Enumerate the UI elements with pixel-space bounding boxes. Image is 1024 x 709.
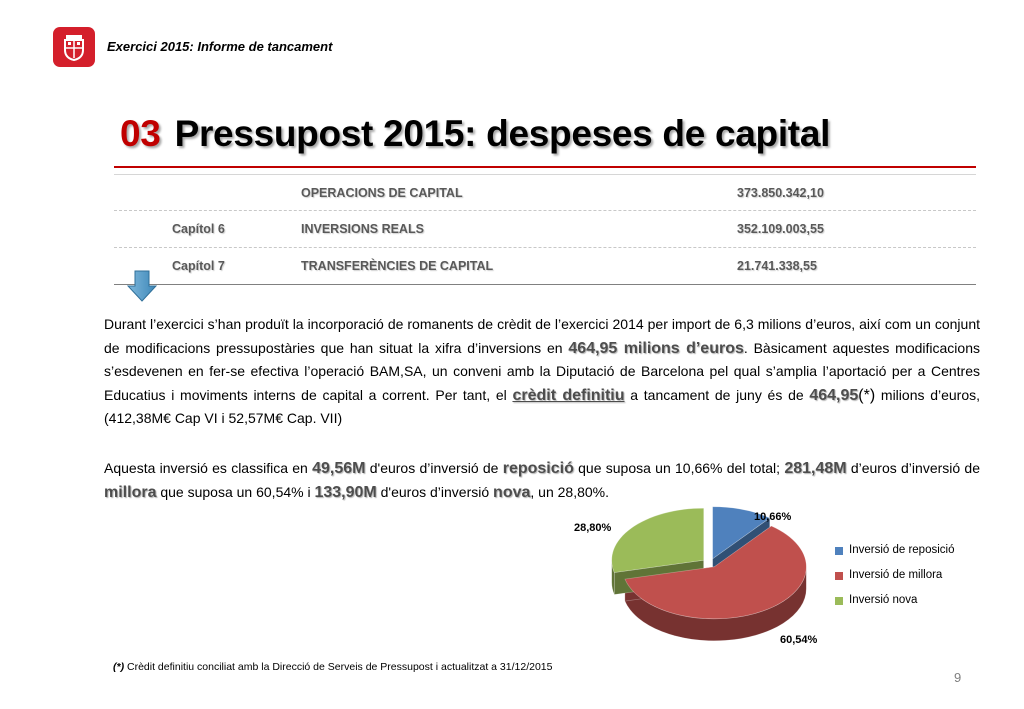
table-amount: 21.741.338,55: [737, 259, 817, 273]
legend-swatch: [835, 547, 843, 555]
highlight-investment-total: 464,95 milions d’euros: [568, 339, 744, 357]
highlight-new: nova: [493, 483, 531, 501]
page-number: 9: [954, 670, 962, 685]
footnote-text: Crèdit definitiu conciliat amb la Direcció de Serveis de Pressupost i actualitzat a 31/12/2015: [124, 661, 553, 673]
legend-label: Inversió de reposició: [849, 544, 955, 556]
text-run: d'euros d’inversió: [376, 483, 494, 500]
section-number: 03: [120, 113, 161, 154]
text-run: que suposa un 10,66% del total;: [573, 460, 785, 476]
table-row: [114, 174, 976, 211]
highlight-replacement-amount: 49,56M: [312, 460, 366, 477]
table-row: [114, 211, 976, 248]
title-divider: [114, 166, 976, 168]
legend-item: [835, 569, 954, 594]
footnote: [113, 661, 553, 673]
table-concept: OPERACIONS DE CAPITAL: [301, 186, 463, 200]
text-run: milions d’euros, (412,38M€ Cap VI i 52,57M€ Cap. VII): [104, 386, 981, 427]
pie-data-label-reposicio: 10,66%: [754, 511, 792, 523]
table-concept: TRANSFERÈNCIES DE CAPITAL: [301, 259, 494, 273]
legend-label: Inversió nova: [849, 594, 918, 606]
table-chapter: Capítol 7: [172, 259, 225, 273]
highlight-definitive-credit: crèdit definitiu: [512, 386, 625, 404]
legend-item: [835, 594, 954, 619]
capital-table: [114, 174, 976, 285]
highlight-credit-amount: 464,95: [809, 386, 859, 404]
pie-data-label-nova: 28,80%: [574, 522, 612, 534]
pie-data-label-millora: 60,54%: [780, 634, 818, 646]
text-run: . Bàsicament aquestes modificacions s’esdevenen en fer-se efectiva l’operació BAM,SA, un conveni amb la Diputació de Barcelona pel qual s’amplia l’aportació per a Centres Educatius i moviments interns de capital a corrent. Per tant, el: [104, 339, 980, 403]
legend-item: [835, 544, 954, 569]
table-chapter: Capítol 6: [172, 222, 225, 236]
legend-label: Inversió de millora: [849, 569, 943, 581]
report-subtitle: Exercici 2015: Informe de tancament: [107, 39, 333, 54]
text-run: Durant l’exercici s’han produït la incorporació de romanents de crèdit de l’exercici 2014 per import de 6,3 milions d’euros, així com un conjunt de modificacions pressupostàries que han situat la xifra d’inversions en: [104, 316, 980, 356]
highlight-replacement: reposició: [502, 460, 574, 477]
investment-paragraph: [104, 313, 980, 431]
text-run: Aquesta inversió es classifica en: [104, 460, 313, 476]
footnote-mark: (*): [858, 386, 876, 404]
legend-swatch: [835, 597, 843, 605]
city-council-logo: [53, 27, 95, 67]
chart-legend: [835, 544, 954, 619]
text-run: d'euros d’inversió de: [365, 460, 503, 476]
highlight-improvement: millora: [104, 483, 157, 501]
table-amount: 352.109.003,55: [737, 222, 824, 236]
table-row: [114, 248, 976, 285]
text-run: d’euros d’inversió de: [846, 460, 980, 476]
legend-swatch: [835, 572, 843, 580]
text-run: , un 28,80%.: [530, 483, 610, 500]
table-amount: 373.850.342,10: [737, 186, 824, 200]
text-run: a tancament de juny és de: [624, 386, 810, 403]
section-title: Pressupost 2015: despeses de capital: [174, 113, 831, 154]
highlight-improvement-amount: 281,48M: [784, 460, 847, 477]
arrow-down-icon: [127, 270, 157, 302]
coat-of-arms-icon: [53, 27, 95, 67]
page-title: [120, 113, 830, 155]
highlight-new-amount: 133,90M: [314, 483, 377, 501]
footnote-mark: (*): [113, 661, 125, 673]
table-concept: INVERSIONS REALS: [301, 222, 424, 236]
text-run: que suposa un 60,54% i: [156, 483, 315, 500]
classification-paragraph: [104, 457, 980, 504]
